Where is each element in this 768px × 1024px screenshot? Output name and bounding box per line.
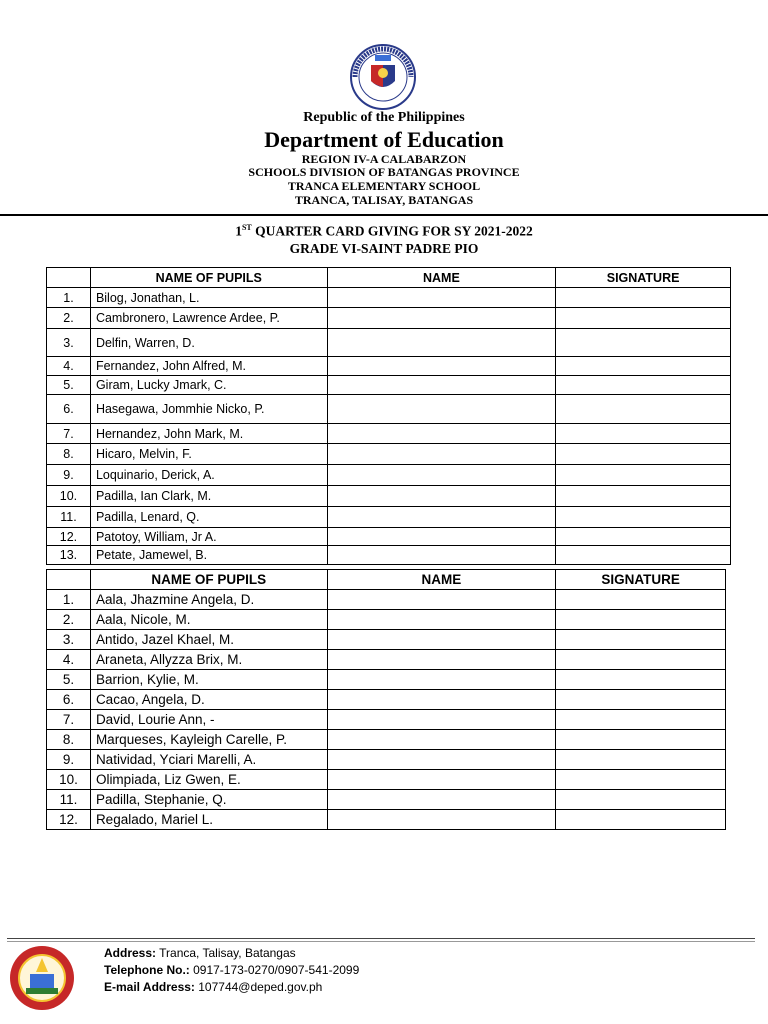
table-row [47, 424, 731, 444]
signature-field[interactable] [556, 465, 731, 486]
name-field[interactable] [327, 670, 556, 690]
name-field[interactable] [327, 424, 556, 444]
name-field[interactable] [327, 546, 556, 565]
name-field[interactable] [327, 486, 556, 507]
table-row [47, 730, 726, 750]
row-number: 1. [47, 288, 91, 308]
pupil-name: Aala, Jhazmine Angela, D. [90, 590, 327, 610]
signature-field[interactable] [556, 590, 726, 610]
row-number: 4. [47, 650, 91, 670]
signature-field[interactable] [556, 376, 731, 395]
row-number: 11. [47, 507, 91, 528]
header-name-of-pupils: NAME OF PUPILS [90, 570, 327, 590]
signature-field[interactable] [556, 810, 726, 830]
row-number: 9. [47, 465, 91, 486]
name-field[interactable] [327, 650, 556, 670]
signature-field[interactable] [556, 486, 731, 507]
department-heading: Department of Education [264, 127, 504, 152]
table-row [47, 810, 726, 830]
header-divider [0, 214, 768, 216]
pupil-name: Loquinario, Derick, A. [90, 465, 327, 486]
row-number: 6. [47, 690, 91, 710]
signature-field[interactable] [556, 357, 731, 376]
row-number: 12. [47, 810, 91, 830]
row-number: 1. [47, 590, 91, 610]
pupil-name: Regalado, Mariel L. [90, 810, 327, 830]
footer-divider-thin [7, 941, 755, 942]
table-row [47, 395, 731, 424]
name-field[interactable] [327, 329, 556, 357]
signature-field[interactable] [556, 507, 731, 528]
signature-field[interactable] [556, 308, 731, 329]
table-row [47, 690, 726, 710]
table-header-row [47, 570, 726, 590]
table-header-row [47, 268, 731, 288]
signature-field[interactable] [556, 690, 726, 710]
pupil-name: Cacao, Angela, D. [90, 690, 327, 710]
name-field[interactable] [327, 376, 556, 395]
table-row [47, 465, 731, 486]
header-name: NAME [327, 268, 556, 288]
location-heading: TRANCA, TALISAY, BATANGAS [294, 193, 474, 207]
signature-field[interactable] [556, 329, 731, 357]
table-row [47, 710, 726, 730]
name-field[interactable] [327, 630, 556, 650]
pupil-name: Aala, Nicole, M. [90, 610, 327, 630]
row-number: 3. [47, 329, 91, 357]
signature-field[interactable] [556, 650, 726, 670]
name-field[interactable] [327, 528, 556, 546]
table-row [47, 329, 731, 357]
pupil-name: Araneta, Allyzza Brix, M. [90, 650, 327, 670]
pupil-name: Antido, Jazel Khael, M. [90, 630, 327, 650]
row-number: 5. [47, 670, 91, 690]
pupil-name: Olimpiada, Liz Gwen, E. [90, 770, 327, 790]
pupil-name: Giram, Lucky Jmark, C. [90, 376, 327, 395]
table-row [47, 376, 731, 395]
division-heading: SCHOOLS DIVISION OF BATANGAS PROVINCE [248, 165, 520, 179]
signature-field[interactable] [556, 750, 726, 770]
header-number [47, 268, 91, 288]
pupil-name: Cambronero, Lawrence Ardee, P. [90, 308, 327, 329]
row-number: 3. [47, 630, 91, 650]
name-field[interactable] [327, 465, 556, 486]
table-row [47, 630, 726, 650]
pupil-table-2 [46, 569, 726, 830]
pupil-name: Padilla, Lenard, Q. [90, 507, 327, 528]
grade-title: GRADE VI-SAINT PADRE PIO [289, 241, 479, 256]
pupil-name: Hasegawa, Jommhie Nicko, P. [90, 395, 327, 424]
table-row [47, 610, 726, 630]
name-field[interactable] [327, 444, 556, 465]
header-number [47, 570, 91, 590]
pupil-table-1 [46, 267, 731, 565]
row-number: 12. [47, 528, 91, 546]
row-number: 5. [47, 376, 91, 395]
school-logo-icon [8, 944, 76, 1012]
name-field[interactable] [327, 395, 556, 424]
table-row [47, 670, 726, 690]
name-field[interactable] [327, 288, 556, 308]
region-heading: REGION IV-A CALABARZON [301, 152, 467, 166]
name-field[interactable] [327, 610, 556, 630]
signature-field[interactable] [556, 528, 731, 546]
pupil-name: Fernandez, John Alfred, M. [90, 357, 327, 376]
signature-field[interactable] [556, 670, 726, 690]
name-field[interactable] [327, 507, 556, 528]
signature-field[interactable] [556, 710, 726, 730]
signature-field[interactable] [556, 770, 726, 790]
row-number: 7. [47, 710, 91, 730]
table-row [47, 546, 731, 565]
name-field[interactable] [327, 590, 556, 610]
signature-field[interactable] [556, 424, 731, 444]
row-number: 11. [47, 790, 91, 810]
signature-field[interactable] [556, 546, 731, 565]
row-number: 2. [47, 610, 91, 630]
name-field[interactable] [327, 690, 556, 710]
republic-heading: Republic of the Philippines [303, 110, 465, 125]
name-field[interactable] [327, 810, 556, 830]
row-number: 7. [47, 424, 91, 444]
signature-field[interactable] [556, 610, 726, 630]
row-number: 4. [47, 357, 91, 376]
pupil-name: Padilla, Stephanie, Q. [90, 790, 327, 810]
signature-field[interactable] [556, 730, 726, 750]
name-field[interactable] [327, 308, 556, 329]
signature-field[interactable] [556, 288, 731, 308]
table-row [47, 444, 731, 465]
table-row [47, 770, 726, 790]
header-signature: SIGNATURE [556, 268, 731, 288]
row-number: 10. [47, 770, 91, 790]
row-number: 6. [47, 395, 91, 424]
header-signature: SIGNATURE [556, 570, 726, 590]
quarter-title: 1ST QUARTER CARD GIVING FOR SY 2021-2022 [235, 223, 533, 239]
pupil-name: Hicaro, Melvin, F. [90, 444, 327, 465]
table-row [47, 357, 731, 376]
row-number: 2. [47, 308, 91, 329]
name-field[interactable] [327, 357, 556, 376]
signature-field[interactable] [556, 790, 726, 810]
table-row [47, 507, 731, 528]
table-row [47, 486, 731, 507]
table-row [47, 590, 726, 610]
pupil-name: Marqueses, Kayleigh Carelle, P. [90, 730, 327, 750]
header-name: NAME [327, 570, 556, 590]
pupil-name: Delfin, Warren, D. [90, 329, 327, 357]
name-field[interactable] [327, 710, 556, 730]
table-row [47, 650, 726, 670]
pupil-name: Bilog, Jonathan, L. [90, 288, 327, 308]
footer-email: E-mail Address: 107744@deped.gov.ph [104, 980, 323, 994]
pupil-name: Barrion, Kylie, M. [90, 670, 327, 690]
name-field[interactable] [327, 790, 556, 810]
deped-seal-icon [347, 43, 419, 111]
row-number: 8. [47, 730, 91, 750]
footer-divider [7, 938, 755, 939]
school-heading: TRANCA ELEMENTARY SCHOOL [287, 179, 481, 193]
pupil-name: Natividad, Yciari Marelli, A. [90, 750, 327, 770]
table-row [47, 308, 731, 329]
table-row [47, 750, 726, 770]
table-row [47, 790, 726, 810]
pupil-name: Patotoy, William, Jr A. [90, 528, 327, 546]
name-field[interactable] [327, 770, 556, 790]
row-number: 13. [47, 546, 91, 565]
row-number: 8. [47, 444, 91, 465]
pupil-name: David, Lourie Ann, - [90, 710, 327, 730]
name-field[interactable] [327, 750, 556, 770]
row-number: 9. [47, 750, 91, 770]
signature-field[interactable] [556, 630, 726, 650]
footer-address: Address: Tranca, Talisay, Batangas [104, 946, 296, 960]
signature-field[interactable] [556, 395, 731, 424]
pupil-name: Petate, Jamewel, B. [90, 546, 327, 565]
name-field[interactable] [327, 730, 556, 750]
pupil-name: Hernandez, John Mark, M. [90, 424, 327, 444]
row-number: 10. [47, 486, 91, 507]
table-row [47, 528, 731, 546]
pupil-name: Padilla, Ian Clark, M. [90, 486, 327, 507]
header-name-of-pupils: NAME OF PUPILS [90, 268, 327, 288]
signature-field[interactable] [556, 444, 731, 465]
footer-telephone: Telephone No.: 0917-173-0270/0907-541-2099 [104, 963, 360, 977]
table-row [47, 288, 731, 308]
